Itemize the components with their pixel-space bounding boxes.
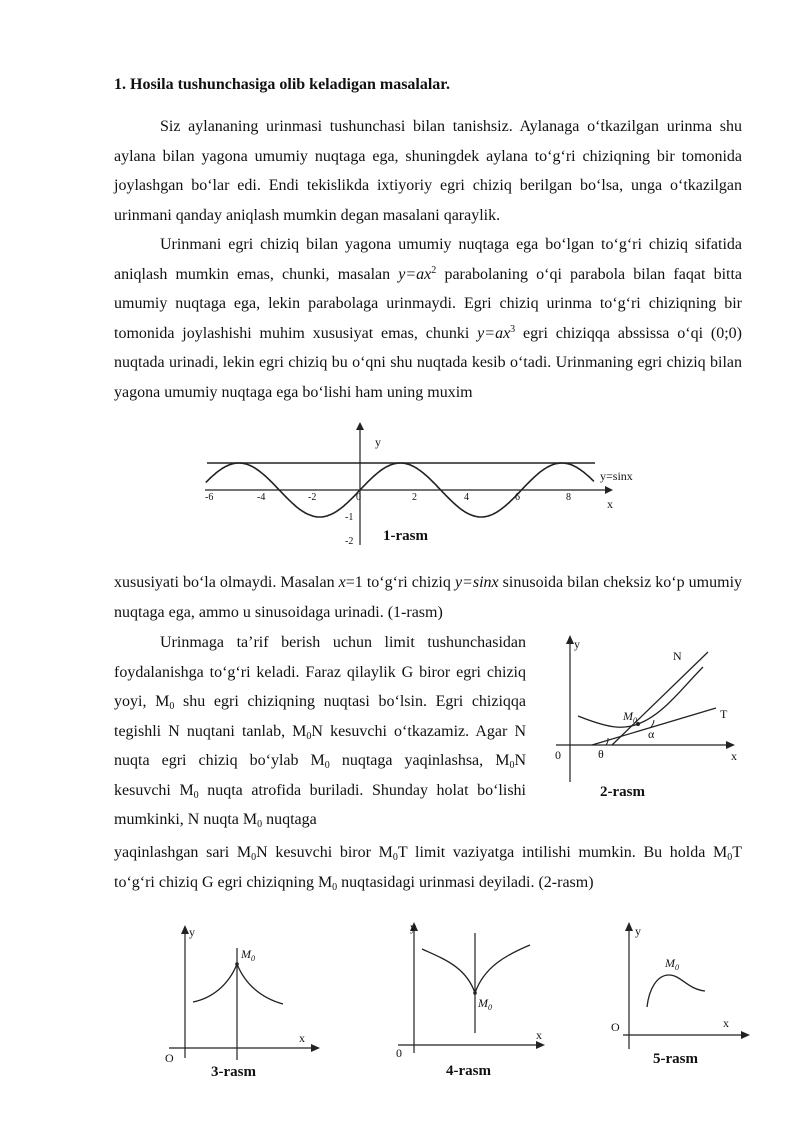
fig5-origin: O [611,1020,620,1034]
fig1-tick: -2 [308,492,317,503]
fig5-y-label: y [635,924,641,938]
fig4-origin: 0 [396,1046,402,1060]
fig2-y-label: y [574,637,580,651]
paragraph-4-part-2: yaqinlashgan sari $M_0N$ kesuvchi biror $M_0T$ limit vaziyatga intilishi mumkin. Bu holda $M_0T$ to‘g‘ri chiziq G egri chiziqning $M_0$ nuqtasidagi urinmasi deyiladi. (2-rasm) [114,844,743,893]
fig1-tick: -1 [345,512,354,523]
fig5-x-label: x [723,1016,729,1030]
fig1-tick: -6 [205,492,214,503]
fig4-x-label: x [536,1028,542,1042]
figure-3 [155,918,330,1083]
fig3-M-label: $M_0$ [241,947,255,963]
fig2-N-label: N [673,649,682,663]
paragraph-1: Siz aylananing urinmasi tushunchasi bilan tanishsiz. Aylanaga o‘tkazilgan urinma shu aylana bilan yagona umumiy nuqtaga ega, shuningdek aylana to‘g‘ri chiziqning bir tomonida joylashgan bo‘lar edi. Endi tekislikda ixtiyoriy egri chiziq berilgan bo‘lsa, unga o‘tkazilgan urinmani qanday aniqlash mumkin degan masalani qaraylik. [114,118,742,224]
fig1-tick: 4 [464,492,469,503]
fig1-tick: -4 [257,492,266,503]
fig2-origin: 0 [555,748,561,762]
fig2-caption: 2-rasm [600,784,645,800]
figure-5 [605,915,755,1075]
fig2-x-label: x [731,749,737,763]
fig5-caption: 5-rasm [653,1051,698,1067]
fig3-y-label: y [189,925,195,939]
paragraph-2: Urinmani egri chiziq bilan yagona umumiy nuqtaga ega bo‘lgan to‘g‘ri chiziq sifatida aniqlash mumkin emas, chunki, masalan $y=ax^2$ parabolaning o‘qi parabola bilan faqat bitta umumiy nuqtaga ega, lekin parabolaga urinmaydi. Egri chiziq urinma to‘g‘ri chiziqning bir tomonida joylashishi muhim xususiyat emas, chunki $y=ax^3$ egri chiziqqa abssissa o‘qi (0;0) nuqtada urinadi, lekin egri chiziq bu o‘qni shu nuqtada kesib o‘tadi. Urinmaning egri chiziq bilan yagona umumiy nuqtaga ega bo‘lishi ham uning muxim [114,236,742,401]
fig1-tick: 8 [566,492,571,503]
fig2-M-label: $M_0$ [623,709,637,725]
fig1-curve-label: y=sinx [600,469,633,483]
figure-1 [195,420,665,550]
figure-2 [548,632,748,802]
fig1-x-label: x [607,497,613,511]
fig4-y-label: y [410,920,416,934]
fig3-caption: 3-rasm [211,1064,256,1080]
fig1-y-label: y [375,435,381,449]
fig4-caption: 4-rasm [446,1063,491,1079]
fig1-tick: -2 [345,536,354,547]
paragraph-4-part-1: Urinmaga ta’rif berish uchun limit tushunchasidan foydalanishga to‘g‘ri keladi. Faraz qilaylik G biror egri chiziq yoyi, $M_0$ shu egri chiziqning nuqtasi bo‘lsin. Egri chiziqqa tegishli N nuqtani tanlab, $M_0N$ kesuvchi o‘tkazamiz. Agar N nuqta egri chiziq bo‘ylab $M_0$ nuqtaga yaqinlashsa, $M_0N$ kesuvchi $M_0$ nuqta atrofida buriladi. Shunday holat bo‘lishi mumkinki, N nuqta $M_0$ nuqtaga [114,634,527,830]
fig2-T-label: T [720,707,728,721]
fig1-tick: 0 [356,492,361,503]
paragraph-3: xususiyati bo‘la olmaydi. Masalan x=1 to‘g‘ri chiziq y=sinx sinusoida bilan cheksiz ko‘p umumiy nuqtaga ega, ammo u sinusoidaga urinadi. (1-rasm) [114,574,743,621]
fig3-x-label: x [299,1031,305,1045]
fig1-tick: 6 [515,492,520,503]
fig4-M-label: $M_0$ [478,996,492,1012]
fig2-alpha-label: α [648,727,655,741]
fig1-caption: 1-rasm [383,528,428,544]
fig3-origin: O [165,1051,174,1065]
fig5-M-label: $M_0$ [665,956,679,972]
figure-4 [388,915,558,1083]
fig2-theta-label: θ [598,747,604,761]
section-heading: 1. Hosila tushunchasiga olib keladigan masalalar. [114,76,450,93]
fig1-tick: 2 [412,492,417,503]
